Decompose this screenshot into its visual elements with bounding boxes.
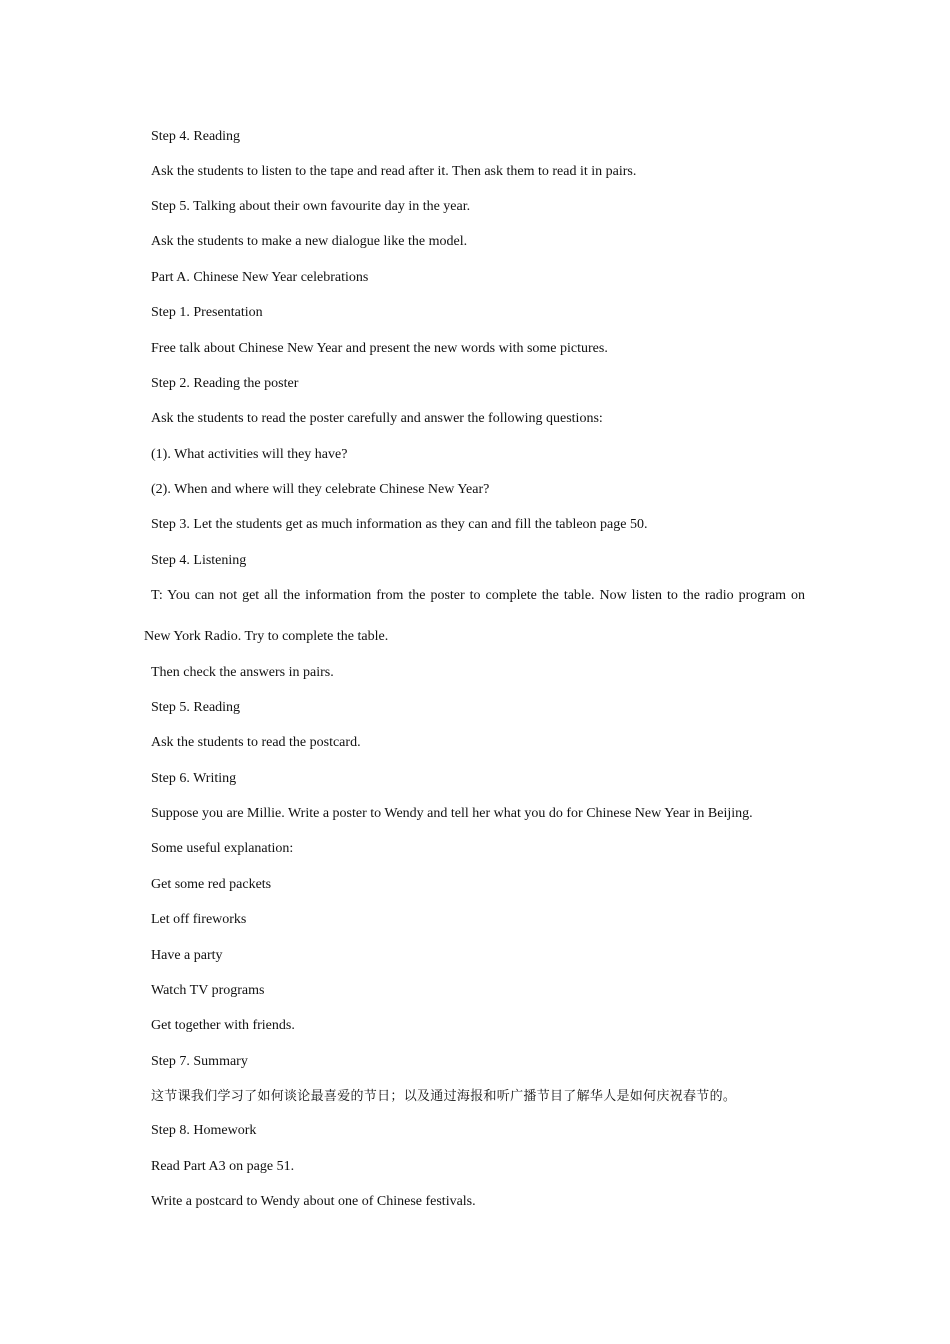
teacher-instruction-line-2: New York Radio. Try to complete the table. — [144, 629, 389, 644]
step-6-writing-heading: Step 6. Writing — [151, 771, 237, 786]
summary-chinese-text: 这节课我们学习了如何谈论最喜爱的节日；以及通过海报和听广播节目了解华人是如何庆祝春节的。 — [151, 1089, 737, 1104]
check-answers-instruction: Then check the answers in pairs. — [151, 665, 334, 680]
phrase-fireworks: Let off fireworks — [151, 912, 247, 927]
step-5-talking-heading: Step 5. Talking about their own favourite day in the year. — [151, 199, 471, 214]
step-5-reading-heading: Step 5. Reading — [151, 700, 241, 715]
step-2-reading-poster-heading: Step 2. Reading the poster — [151, 376, 299, 391]
phrase-tv-programs: Watch TV programs — [151, 983, 265, 998]
phrase-party: Have a party — [151, 948, 223, 963]
step-4-instruction: Ask the students to listen to the tape and read after it. Then ask them to read it in pairs. — [151, 164, 637, 179]
phrase-get-together: Get together with friends. — [151, 1018, 295, 1033]
homework-item-2: Write a postcard to Wendy about one of Chinese festivals. — [151, 1194, 476, 1209]
step-1-presentation-heading: Step 1. Presentation — [151, 305, 263, 320]
step-4-listening-heading: Step 4. Listening — [151, 553, 247, 568]
step-7-summary-heading: Step 7. Summary — [151, 1054, 248, 1069]
useful-explanation-label: Some useful explanation: — [151, 841, 294, 856]
step-1-instruction: Free talk about Chinese New Year and present the new words with some pictures. — [151, 341, 608, 356]
question-1: (1). What activities will they have? — [151, 447, 348, 462]
step-8-homework-heading: Step 8. Homework — [151, 1123, 257, 1138]
step-2-instruction: Ask the students to read the poster carefully and answer the following questions: — [151, 411, 603, 426]
question-2: (2). When and where will they celebrate Chinese New Year? — [151, 482, 490, 497]
step-6-instruction: Suppose you are Millie. Write a poster to Wendy and tell her what you do for Chinese New Year in Beijing. — [151, 806, 753, 821]
homework-item-1: Read Part A3 on page 51. — [151, 1159, 295, 1174]
step-5-instruction: Ask the students to make a new dialogue like the model. — [151, 234, 468, 249]
teacher-instruction-line-1: T: You can not get all the information from the poster to complete the table. Now listen to the radio program on — [151, 588, 805, 603]
part-a-heading: Part A. Chinese New Year celebrations — [151, 270, 369, 285]
phrase-red-packets: Get some red packets — [151, 877, 272, 892]
step-5-reading-instruction: Ask the students to read the postcard. — [151, 735, 361, 750]
step-4-reading-heading: Step 4. Reading — [151, 129, 241, 144]
step-3-instruction: Step 3. Let the students get as much information as they can and fill the tableon page 50. — [151, 517, 648, 532]
